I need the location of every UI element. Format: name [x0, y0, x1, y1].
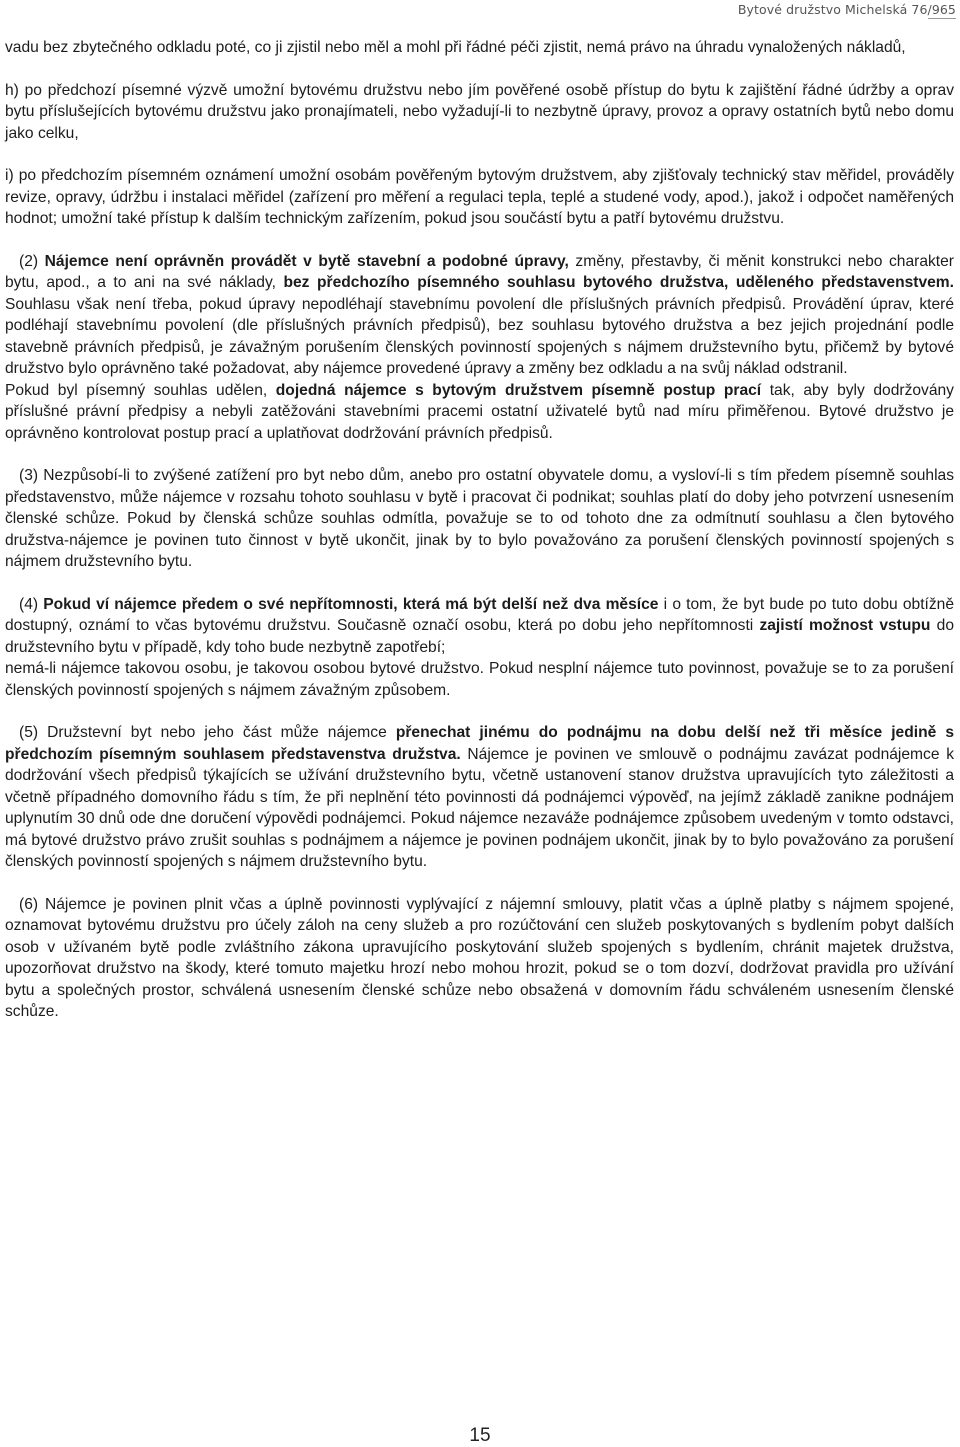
text-span: změny, přestavby, či měnit konstrukci nebo charakter bytu, apod., a to ani na své náklady,	[5, 252, 955, 291]
document-body	[5, 37, 954, 1023]
text-span: tak, aby byly dodržovány příslušné právní předpisy a nebyli zatěžováni stavebními pracemi ostatní uživatelé bytů nad míru přiměřenou. Bytové družstvo je oprávněno kontrolovat postup prací a uplatňovat dodržování právních předpisů.	[5, 381, 954, 442]
paragraph-6: (6) Nájemce je povinen plnit včas a úplně povinnosti vyplývající z nájemní smlouvy, platit včas a úplně platby s nájmem spojené, oznamovat bytovému družstvu pro účely záloh na ceny služeb a pro rozúčtování cen služeb poskytovaných s bydlením pobyt dalších osob v užívaném bytě podle zvláštního zákona upravujícího poskytování služeb spojených s bydlením, chránit majetek družstva, upozorňovat družstvo na škody, které tomuto majetku hrozí nebo mohou hrozit, pokud se o tom dozví, dodržovat pravidla pro užívání bytu a společných prostor, schválená usnesením členské schůze nebo obsažená v domovním řádu schváleném usnesením členské schůze.	[5, 895, 954, 1020]
text-span: Nájemce je povinen ve smlouvě o podnájmu zavázat podnájemce k dodržování všech předpisů týkajících se užívání družstevního bytu, včetně ustanovení stanov družstva upravujících tyto záležitosti a včetně případného domovního řádu s tím, že při neplnění této povinnosti dá podnájemci výpověď, na jejímž základě zanikne podnájem uplynutím 30 dnů ode dne doručení výpovědi podnájemci. Pokud nájemce nezaváže podnájemce způsobem uvedeným v tomto odstavci, má bytové družstvo právo zrušit souhlas s podnájmem a nájemce je povinen podnájem ukončit, jinak by to bylo považováno za porušení členských povinností spojených s nájmem družstevního bytu.	[5, 745, 954, 870]
text-span: (2)	[19, 252, 45, 270]
text-span: Pokud byl písemný souhlas udělen,	[5, 381, 276, 399]
paragraph-2	[5, 251, 954, 380]
bold-span: Pokud ví nájemce předem o své nepřítomnosti, která má být delší než dva měsíce	[43, 595, 659, 613]
page-number: 15	[469, 1425, 491, 1446]
paragraph-i: i) po předchozím písemném oznámení umožní osobám pověřeným bytovým družstvem, aby zjišťovaly technický stav měřidel, prováděly revize, opravy, údržbu i instalaci měřidel (zařízení pro měření a regulaci tepla, teplé a studené vody, apod.), jakož i odpočet naměřených hodnot; umožní také přístup k dalším technickým zařízením, pokud jsou součástí bytu a patří bytovému družstvu.	[5, 167, 954, 227]
text-span: do družstevního bytu v případě, kdy toho bude nezbytně zapotřebí;	[5, 617, 954, 656]
text-span: (4)	[19, 595, 44, 613]
bold-span: dojedná nájemce s bytovým družstvem písemně postup prací	[275, 381, 762, 399]
text-span: Souhlasu však není třeba, pokud úpravy nepodléhají stavebnímu povolení dle příslušných právních předpisů. Provádění úprav, které podléhají stavebnímu povolení (dle příslušných právních předpisů), bez souhlasu bytového družstva a bez jejich projednání podle stavebně právních předpisů, je závažným porušením členských povinností spojených s nájmem družstevního bytu, přičemž by bytové družstvo bylo oprávněno také požadovat, aby nájemce provedené úpravy a změny bez odkladu a na svůj náklad odstranil.	[5, 295, 954, 377]
paragraph-3: (3) Nezpůsobí-li to zvýšené zatížení pro byt nebo dům, anebo pro ostatní obyvatele domu, a vysloví-li s tím předem písemně souhlas představenstvo, může nájemce v rozsahu tohoto souhlasu v bytě i pracovat či podnikat; souhlas platí do doby jeho potvrzení usnesením členské schůze. Pokud by členská schůze souhlas odmítla, považuje se to od tohoto dne za odmítnutí souhlasu a člen bytového družstva-nájemce je povinen tuto činnost v bytě ukončit, jinak by to bylo považováno za porušení členských povinností spojených s nájmem družstevního bytu.	[5, 467, 954, 570]
paragraph-4	[5, 594, 954, 659]
text-span: (5) Družstevní byt nebo jeho část může nájemce	[19, 724, 396, 741]
header-rule	[928, 18, 956, 19]
text-span: i o tom, že byt bude po tuto dobu obtížně dostupný, oznámí to včas bytovému družstvu. Současně označí osobu, která po dobu jeho nepřítomnosti	[5, 595, 955, 634]
bold-span: zajistí možnost vstupu	[759, 617, 931, 634]
paragraph-4-continued: nemá-li nájemce takovou osobu, je takovou osobou bytové družstvo. Pokud nesplní nájemce tuto povinnost, považuje se to za porušení členských povinností spojených s nájmem závažným způsobem.	[5, 660, 954, 699]
paragraph-5	[5, 722, 954, 873]
bold-span: přenechat jinému do podnájmu na dobu delší než tři měsíce jedině s předchozím písemným souhlasem představenstva družstva.	[5, 724, 955, 763]
paragraph-h: h) po předchozí písemné výzvě umožní bytovému družstvu nebo jím pověřené osobě přístup do bytu k zajištění řádné údržby a oprav bytu příslušejících bytovému družstvu jako pronajímateli, nebo vyžadují-li to nezbytně úpravy, provoz a opravy ostatních bytů nebo domu jako celku,	[5, 81, 954, 142]
document-header: Bytové družstvo Michelská 76/965	[737, 2, 956, 17]
bold-span: Nájemce není oprávněn provádět v bytě stavební a podobné úpravy,	[44, 252, 569, 270]
bold-span: bez předchozího písemného souhlasu bytového družstva, uděleného představenstvem.	[283, 274, 954, 291]
paragraph-continuation: vadu bez zbytečného odkladu poté, co ji zjistil nebo měl a mohl při řádné péči zjistit, nemá právo na úhradu vynaložených nákladů,	[5, 39, 906, 56]
paragraph-2-continued	[5, 380, 954, 445]
